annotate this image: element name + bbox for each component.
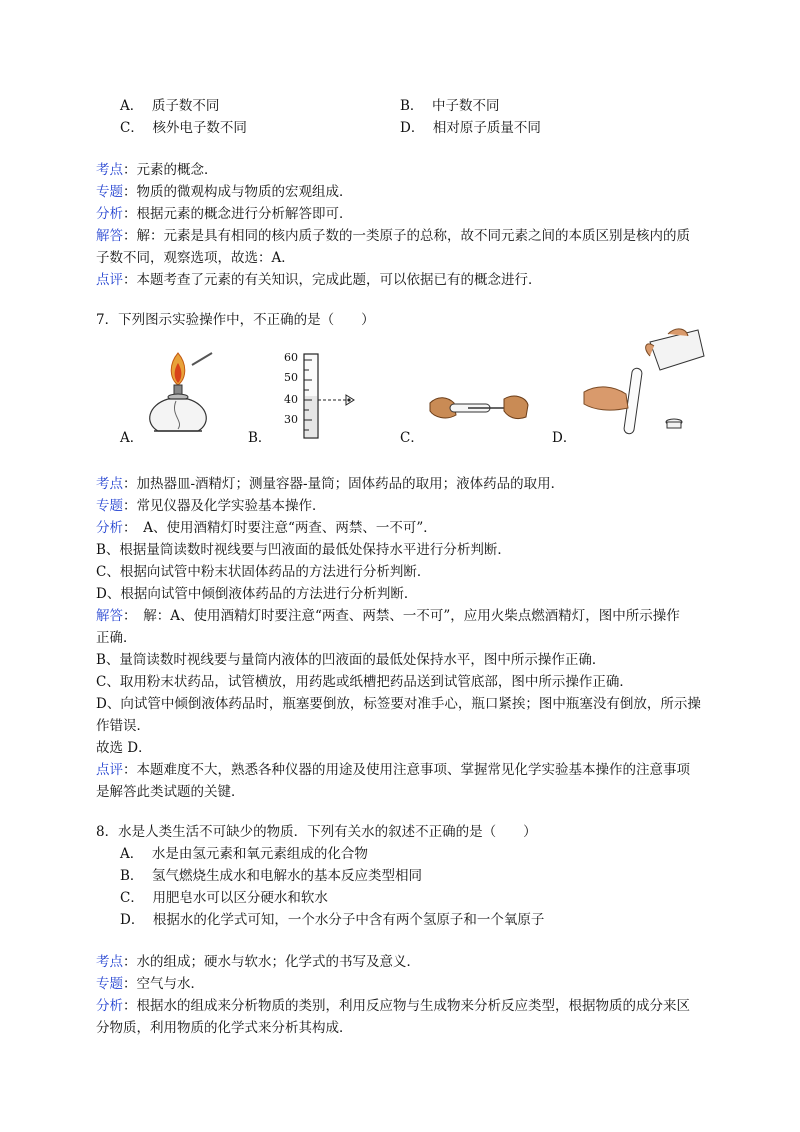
q6-option-b	[400, 96, 500, 116]
q7-jieda-b: B、量筒读数时视线要与量筒内液体的凹液面的最低处保持水平，图中所示操作正确．	[96, 652, 606, 668]
test-tube-powder-figure	[424, 385, 534, 430]
figure-label-a: A．	[120, 430, 144, 446]
zhuanti-text: ：常见仪器及化学实验基本操作．	[123, 498, 326, 514]
kaodian-text: ：水的组成；硬水与软水；化学式的书写及意义．	[123, 954, 420, 970]
option-letter: A．	[120, 846, 144, 862]
match-stick	[192, 353, 212, 365]
cylinder-tick-60: 60	[284, 351, 298, 364]
option-letter: B．	[400, 98, 424, 114]
option-text: 质子数不同	[151, 98, 220, 114]
dianping-label: 点评	[96, 762, 123, 778]
q6-option-a	[120, 96, 219, 116]
zhuanti-text: ：空气与水．	[123, 976, 204, 992]
q7-dianping-cont: 是解答此类试题的关键．	[96, 784, 245, 800]
option-text: 核外电子数不同	[152, 120, 247, 136]
option-text: 中子数不同	[432, 98, 500, 114]
q7-jieda-d-cont: 作错误．	[96, 718, 150, 734]
figure-label-d: D．	[552, 430, 577, 446]
fenxi-label: 分析	[96, 520, 123, 536]
option-letter: D．	[400, 120, 425, 136]
option-text: 相对原子质量不同	[432, 120, 541, 136]
q7-answer: 故选 D．	[96, 740, 152, 756]
figure-label-c: C．	[400, 430, 424, 446]
zhuanti-label: 专题	[96, 184, 123, 200]
option-letter: B．	[120, 868, 144, 884]
figure-label-b: B．	[248, 430, 272, 446]
fenxi-text: ：根据元素的概念进行分析解答即可．	[123, 206, 353, 222]
q7-jieda	[96, 606, 680, 626]
zhuanti-label: 专题	[96, 498, 123, 514]
q8-option-a	[120, 844, 368, 864]
cylinder-tick-50: 50	[284, 371, 298, 384]
q8-kaodian	[96, 952, 420, 972]
kaodian-text: ：元素的概念．	[123, 162, 218, 178]
fenxi-text: ：根据水的组成来分析物质的类别，利用反应物与生成物来分析反应类型，根据物质的成分来区	[123, 998, 690, 1014]
option-text: 水是由氢元素和氧元素组成的化合物	[151, 846, 368, 862]
q6-kaodian	[96, 160, 218, 180]
jieda-label: 解答	[96, 228, 123, 244]
option-letter: D．	[120, 912, 145, 928]
q6-jieda	[96, 226, 690, 246]
q7-stem: 7．下列图示实验操作中，不正确的是（ ）	[96, 312, 375, 328]
option-letter: C．	[120, 120, 144, 136]
option-letter: A．	[120, 98, 144, 114]
option-text: 根据水的化学式可知，一个水分子中含有两个氢原子和一个氧原子	[152, 912, 545, 928]
q7-zhuanti	[96, 496, 326, 516]
dianping-text: ：本题难度不大，熟悉各种仪器的用途及使用注意事项、掌握常见化学实验基本操作的注意事项	[123, 762, 690, 778]
dianping-text: ：本题考查了元素的有关知识，完成此题，可以依据已有的概念进行．	[123, 272, 542, 288]
kaodian-text: ：加热器皿-酒精灯；测量容器-量筒；固体药品的取用；液体药品的取用．	[123, 476, 565, 492]
q8-stem: 8．水是人类生活不可缺少的物质．下列有关水的叙述不正确的是（ ）	[96, 824, 537, 840]
q8-option-b	[120, 866, 422, 886]
lamp-body	[150, 399, 207, 431]
q8-zhuanti	[96, 974, 204, 994]
zhuanti-text: ：物质的微观构成与物质的宏观组成．	[123, 184, 353, 200]
right-hand	[504, 396, 528, 418]
q6-fenxi	[96, 204, 353, 224]
option-text: 氢气燃烧生成水和电解水的基本反应类型相同	[152, 868, 423, 884]
kaodian-label: 考点	[96, 954, 123, 970]
fenxi-label: 分析	[96, 998, 123, 1014]
q6-jieda-cont: 子数不同，观察选项，故选：A．	[96, 250, 295, 266]
kaodian-label: 考点	[96, 476, 123, 492]
reagent-bottle	[650, 330, 704, 370]
q7-dianping	[96, 760, 690, 780]
dianping-label: 点评	[96, 272, 123, 288]
option-text: 用肥皂水可以区分硬水和软水	[152, 890, 328, 906]
pouring-liquid-figure	[580, 322, 705, 440]
jieda-label: 解答	[96, 608, 123, 624]
jieda-text: ： 解：A、使用酒精灯时要注意“两查、两禁、一不可”，应用火柴点燃酒精灯，图中所示操作	[123, 608, 680, 624]
q7-fenxi	[96, 518, 437, 538]
q8-fenxi-cont: 分物质，利用物质的化学式来分析其构成．	[96, 1020, 353, 1036]
q7-fenxi-c: C、根据向试管中粉末状固体药品的方法进行分析判断．	[96, 564, 431, 580]
option-letter: C．	[120, 890, 144, 906]
q8-option-c	[120, 888, 328, 908]
q7-kaodian	[96, 474, 564, 494]
q8-option-d	[120, 910, 544, 930]
q6-dianping	[96, 270, 542, 290]
q6-option-c	[120, 118, 247, 138]
holding-hand	[584, 387, 628, 410]
fenxi-label: 分析	[96, 206, 123, 222]
q7-jieda-a-cont: 正确．	[96, 630, 137, 646]
q6-zhuanti	[96, 182, 353, 202]
q7-fenxi-d: D、根据向试管中倾倒液体药品的方法进行分析判断．	[96, 586, 418, 602]
alcohol-lamp-figure	[140, 345, 220, 440]
zhuanti-label: 专题	[96, 976, 123, 992]
q8-fenxi	[96, 996, 690, 1016]
q6-option-d	[400, 118, 541, 138]
cylinder-tick-30: 30	[284, 413, 298, 426]
kaodian-label: 考点	[96, 162, 123, 178]
cylinder-tick-40: 40	[284, 393, 298, 406]
q7-jieda-d: D、向试管中倾倒液体药品时，瓶塞要倒放，标签要对准手心，瓶口紧挨；图中瓶塞没有倒放，所示操	[96, 696, 701, 712]
fenxi-text: ： A、使用酒精灯时要注意“两查、两禁、一不可”．	[123, 520, 437, 536]
q7-jieda-c: C、取用粉末状药品，试管横放，用药匙或纸槽把药品送到试管底部，图中所示操作正确．	[96, 674, 633, 690]
jieda-text: ：解：元素是具有相同的核内质子数的一类原子的总称，故不同元素之间的本质区别是核内的质	[123, 228, 690, 244]
q7-fenxi-b: B、根据量筒读数时视线要与凹液面的最低处保持水平进行分析判断．	[96, 542, 511, 558]
